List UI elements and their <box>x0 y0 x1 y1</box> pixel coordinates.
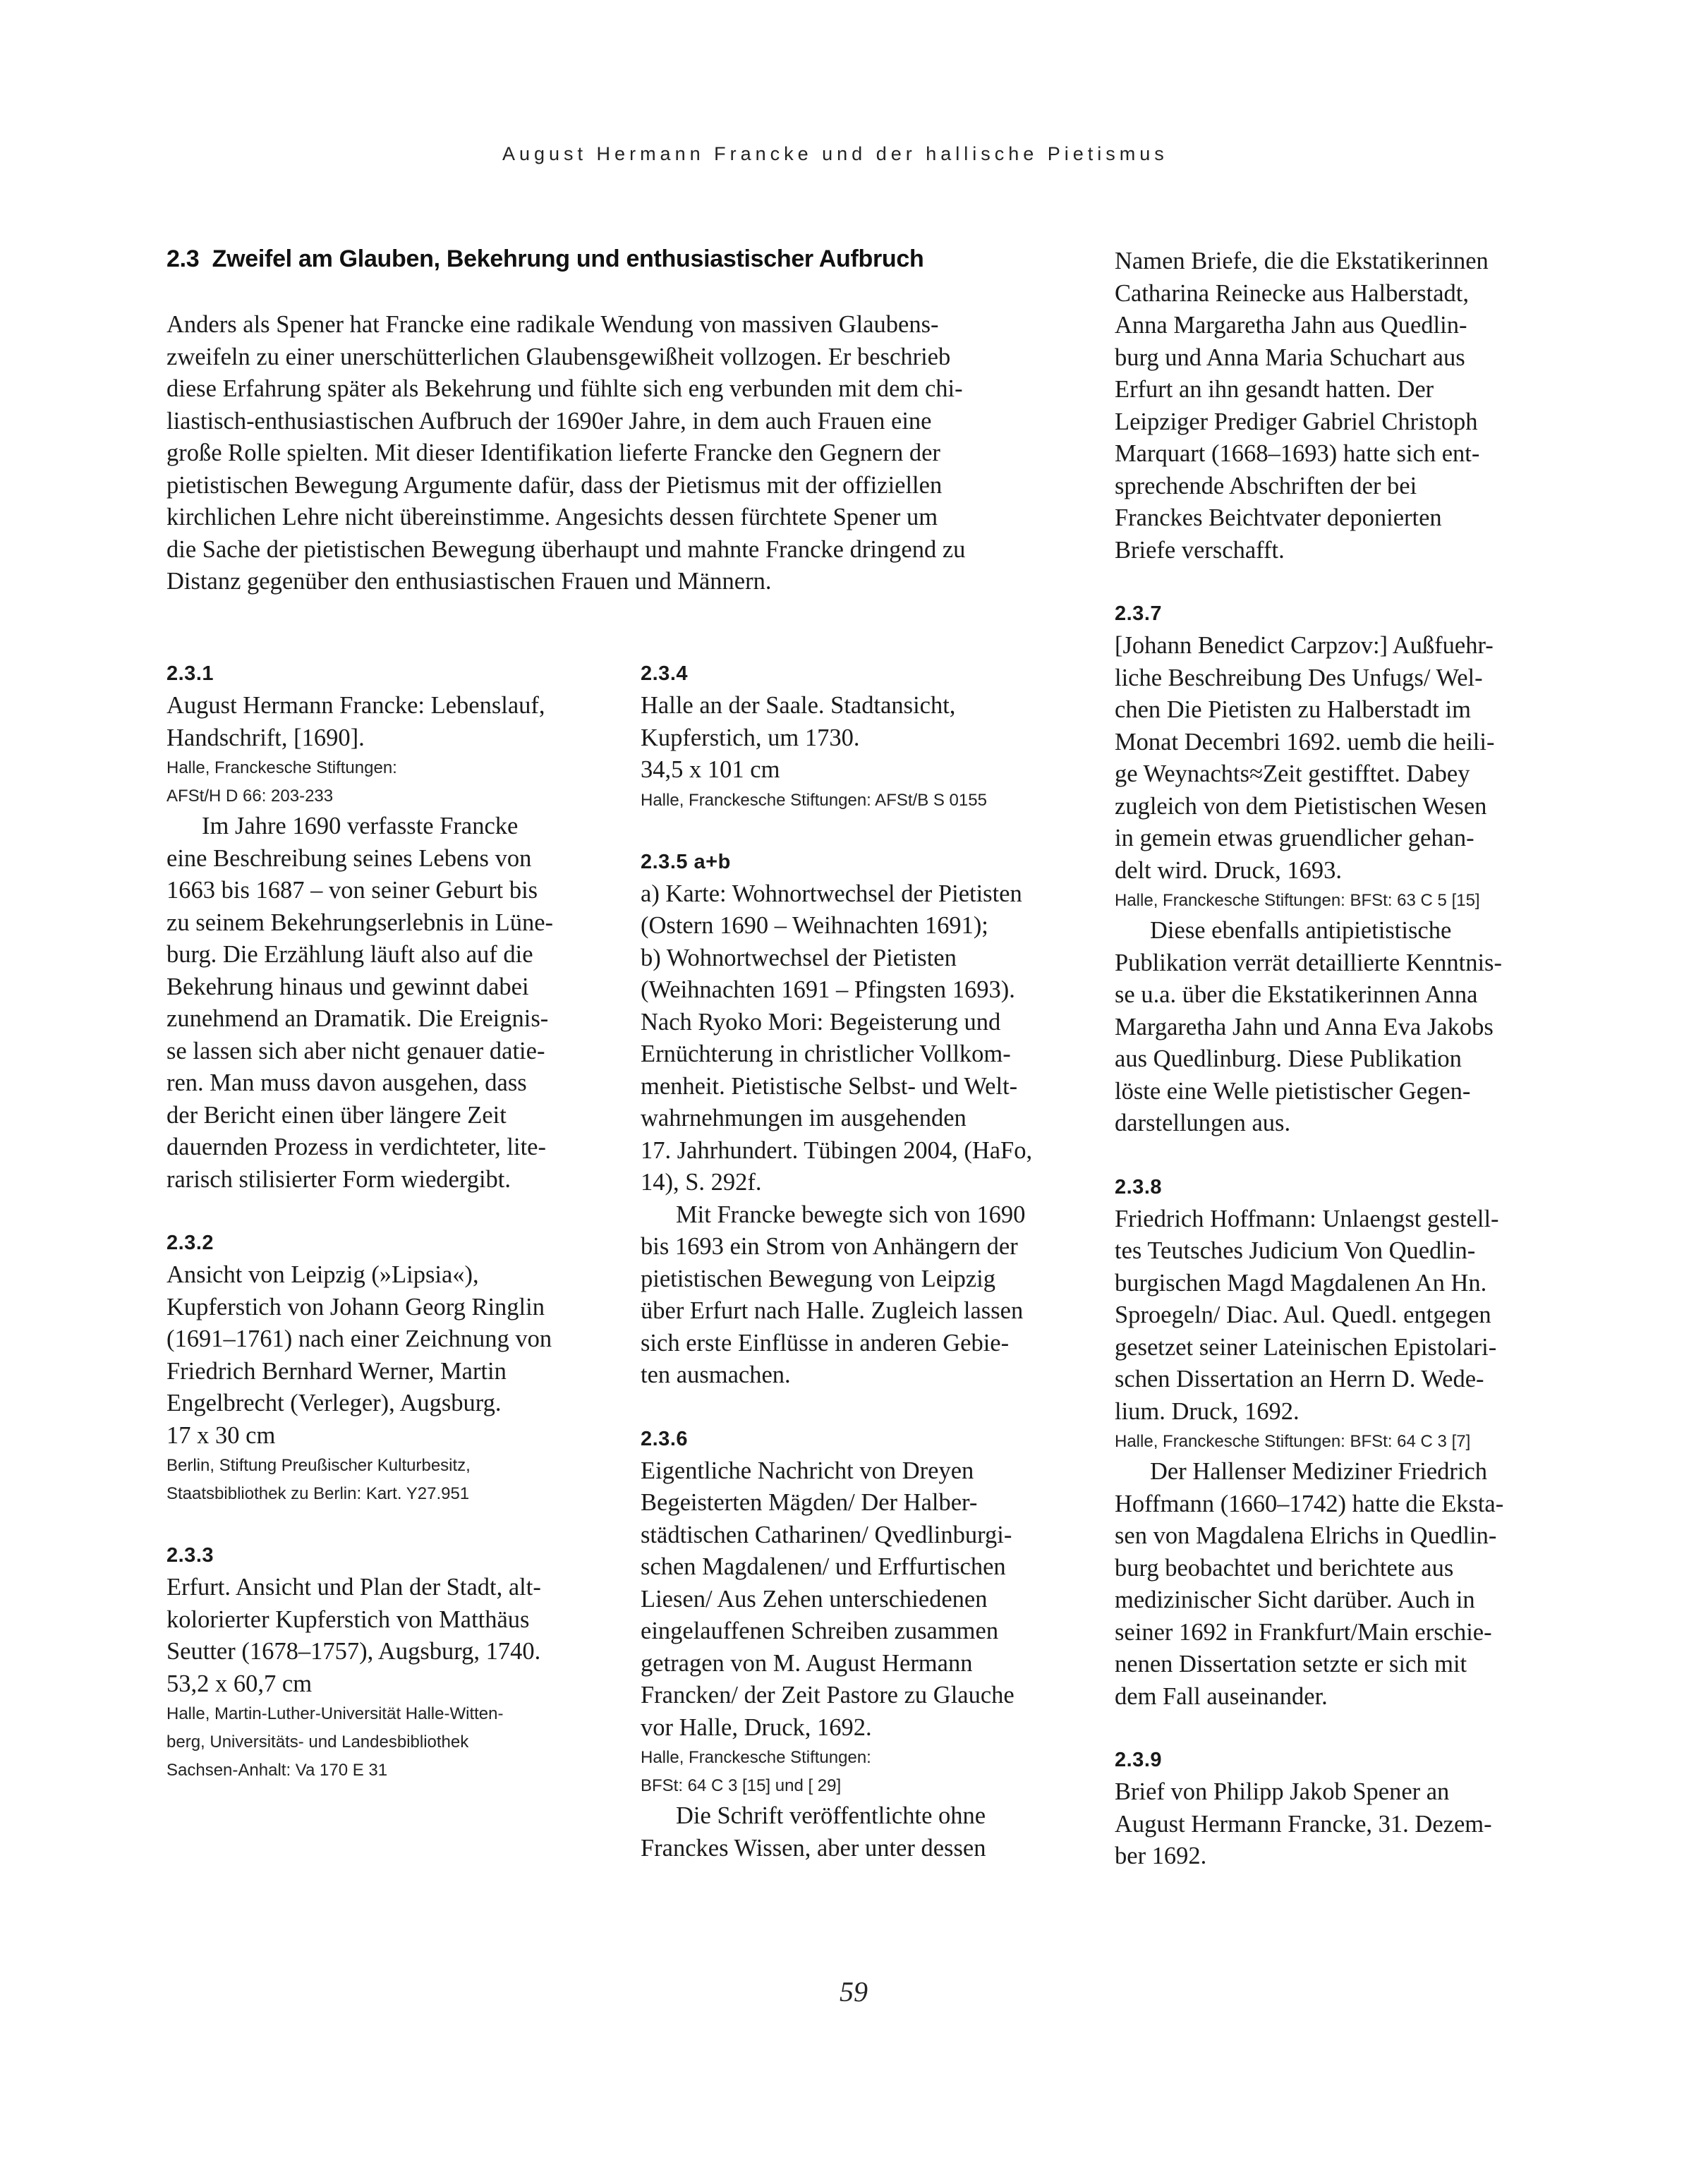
entry-title-line: tes Teutsches Judicium Von Quedlin- <box>1115 1237 1476 1264</box>
entry-text-line: eine Beschreibung seines Lebens von <box>166 844 532 872</box>
entry-text-line: pietistischen Bewegung von Leipzig <box>641 1265 996 1292</box>
entry-title-line: August Hermann Francke, 31. Dezem- <box>1115 1810 1492 1838</box>
entry-source-line: Halle, Franckesche Stiftungen: BFSt: 64 C 3 [7] <box>1115 1432 1471 1451</box>
entry-source-line: Sachsen-Anhalt: Va 170 E 31 <box>166 1761 388 1780</box>
entry-title-line: zugleich von dem Pietistischen Wesen <box>1115 792 1487 820</box>
entry-title-line: Ernüchterung in christlicher Vollkom- <box>641 1040 1011 1067</box>
column-middle <box>641 658 1078 1864</box>
entry-title-line: delt wird. Druck, 1693. <box>1115 856 1342 884</box>
entry-text-line: burg. Die Erzählung läuft also auf die <box>166 941 533 968</box>
intro-line: pietistischen Bewegung Argumente dafür, dass der Pietismus mit der offiziellen <box>166 471 943 499</box>
entry-title-line: getragen von M. August Hermann <box>641 1649 973 1677</box>
entry-text-line: Erfurt an ihn gesandt hatten. Der <box>1115 376 1434 403</box>
entry-title-line: schen Magdalenen/ und Erffurtischen <box>641 1553 1006 1580</box>
entry-title-line: schen Dissertation an Herrn D. Wede- <box>1115 1366 1484 1392</box>
entry-title-line: städtischen Catharinen/ Qvedlinburgi- <box>641 1521 1012 1548</box>
entry-title-line: Liesen/ Aus Zehen unterschiedenen <box>641 1585 988 1613</box>
entry-text-line: sich erste Einflüsse in anderen Gebie- <box>641 1329 1010 1356</box>
entry-text-line: ten ausmachen. <box>641 1361 791 1388</box>
entry-text-line: zu seinem Bekehrungserlebnis in Lüne- <box>166 909 554 936</box>
column-right <box>1115 245 1552 1873</box>
section-intro <box>166 309 1059 598</box>
entry-source-line: Halle, Martin-Luther-Universität Halle-Witten- <box>166 1704 504 1723</box>
entry-2-3-5 <box>641 846 1078 1392</box>
entry-title-line: Erfurt. Ansicht und Plan der Stadt, alt- <box>166 1574 541 1601</box>
entry-title-line: (1691–1761) nach einer Zeichnung von <box>166 1325 552 1352</box>
entry-number: 2.3.7 <box>1115 602 1162 625</box>
running-header: August Hermann Francke und der hallische Pietismus <box>502 143 1168 164</box>
entry-title-line: eingelauffenen Schreiben zusammen <box>641 1617 999 1644</box>
entry-title-line: Begeisterten Mägden/ Der Halber- <box>641 1489 978 1516</box>
section-title: Zweifel am Glauben, Bekehrung und enthusiastischer Aufbruch <box>212 245 924 272</box>
intro-line: Distanz gegenüber den enthusiastischen Frauen und Männern. <box>166 568 772 595</box>
intro-line: diese Erfahrung später als Bekehrung und fühlte sich eng verbunden mit dem chi- <box>166 375 963 402</box>
entry-number: 2.3.1 <box>166 662 214 685</box>
entry-title-line: Francken/ der Zeit Pastore zu Glauche <box>641 1682 1014 1708</box>
entry-title-line: 17 x 30 cm <box>166 1421 276 1449</box>
entry-text-line: burg und Anna Maria Schuchart aus <box>1115 344 1465 371</box>
entry-source-line: Staatsbibliothek zu Berlin: Kart. Y27.951 <box>166 1484 470 1503</box>
entry-title-line: wahrnehmungen im ausgehenden <box>641 1105 967 1131</box>
intro-line: große Rolle spielten. Mit dieser Identifikation lieferte Francke den Gegnern der <box>166 439 940 466</box>
entry-text-line: Der Hallenser Mediziner Friedrich <box>1150 1458 1488 1485</box>
entry-2-3-9 <box>1115 1744 1552 1873</box>
entry-text-line: Margaretha Jahn und Anna Eva Jakobs <box>1115 1013 1494 1040</box>
entry-title-line: menheit. Pietistische Selbst- und Welt- <box>641 1072 1018 1100</box>
entry-text-line: dauernden Prozess in verdichteter, lite- <box>166 1134 546 1160</box>
entry-title-line: 34,5 x 101 cm <box>641 756 780 783</box>
entry-number: 2.3.9 <box>1115 1749 1162 1771</box>
entry-2-3-4 <box>641 658 1078 815</box>
entry-source-line: berg, Universitäts- und Landesbibliothek <box>166 1732 469 1752</box>
entry-source-line: BFSt: 64 C 3 [15] und [ 29] <box>641 1776 842 1795</box>
entry-text-line: über Erfurt nach Halle. Zugleich lassen <box>641 1297 1024 1324</box>
entry-title-line: liche Beschreibung Des Unfugs/ Wel- <box>1115 664 1483 691</box>
entry-text-line: Catharina Reinecke aus Halberstadt, <box>1115 279 1469 307</box>
entry-2-3-6 <box>641 1424 1078 1865</box>
entry-title-line: b) Wohnortwechsel der Pietisten <box>641 944 957 971</box>
entry-text-line: Anna Margaretha Jahn aus Quedlin- <box>1115 312 1467 339</box>
entry-title-line: in gemein etwas gruendlicher gehan- <box>1115 825 1474 851</box>
section-number: 2.3 <box>166 245 200 272</box>
entry-title-line: Kupferstich von Johann Georg Ringlin <box>166 1293 545 1321</box>
entry-text-line: Leipziger Prediger Gabriel Christoph <box>1115 408 1478 435</box>
entry-text-line: aus Quedlinburg. Diese Publikation <box>1115 1045 1462 1072</box>
entry-source-line: Halle, Franckesche Stiftungen: AFSt/B S 0155 <box>641 790 987 810</box>
entry-text-line: sen von Magdalena Elrichs in Quedlin- <box>1115 1522 1497 1549</box>
entry-title-line: August Hermann Francke: Lebenslauf, <box>166 692 545 719</box>
entry-text-line: Franckes Beichtvater deponierten <box>1115 504 1442 531</box>
entry-text-line: rarisch stilisierter Form wiedergibt. <box>166 1165 511 1193</box>
entry-title-line: [Johann Benedict Carpzov:] Außfuehr- <box>1115 632 1494 659</box>
entry-text-line: bis 1693 ein Strom von Anhängern der <box>641 1233 1018 1260</box>
entry-text-line: Namen Briefe, die die Ekstatikerinnen <box>1115 248 1489 274</box>
entry-2-3-3 <box>166 1540 604 1785</box>
entry-text-line: medizinischer Sicht darüber. Auch in <box>1115 1586 1475 1613</box>
column-left <box>166 658 604 1785</box>
entry-number: 2.3.2 <box>166 1232 214 1254</box>
entry-title-line: a) Karte: Wohnortwechsel der Pietisten <box>641 880 1022 907</box>
entry-text-line: zunehmend an Dramatik. Die Ereignis- <box>166 1005 549 1032</box>
entry-text-line: 1663 bis 1687 – von seiner Geburt bis <box>166 877 538 904</box>
entry-title-line: 17. Jahrhundert. Tübingen 2004, (HaFo, <box>641 1136 1033 1164</box>
entry-title-line: Nach Ryoko Mori: Begeisterung und <box>641 1008 1001 1036</box>
entry-text-line: Diese ebenfalls antipietistische <box>1150 917 1452 944</box>
entry-source-line: Halle, Franckesche Stiftungen: BFSt: 63 C 5 [15] <box>1115 891 1480 910</box>
entry-title-line: Friedrich Hoffmann: Unlaengst gestell- <box>1115 1205 1499 1232</box>
entry-2-3-2 <box>166 1227 604 1508</box>
intro-line: Anders als Spener hat Francke eine radikale Wendung von massiven Glaubens- <box>166 311 939 338</box>
intro-line: die Sache der pietistischen Bewegung überhaupt und mahnte Francke dringend zu <box>166 535 966 563</box>
entry-title-line: Monat Decembri 1692. uemb die heili- <box>1115 728 1495 755</box>
entry-title-line: Eigentliche Nachricht von Dreyen <box>641 1457 974 1484</box>
intro-line: kirchlichen Lehre nicht übereinstimme. Angesichts dessen fürchtete Spener um <box>166 504 938 530</box>
entry-title-line: ge Weynachts≈Zeit gestifftet. Dabey <box>1115 760 1470 787</box>
entry-text-line: se lassen sich aber nicht genauer datie- <box>166 1037 545 1064</box>
entry-text-line: burg beobachtet und berichtete aus <box>1115 1554 1454 1582</box>
entry-title-line: Sproegeln/ Diac. Aul. Quedl. entgegen <box>1115 1301 1491 1328</box>
entry-text-line: Marquart (1668–1693) hatte sich ent- <box>1115 440 1480 467</box>
entry-title-line: 14), S. 292f. <box>641 1169 762 1196</box>
entry-source-line: Halle, Franckesche Stiftungen: <box>641 1748 871 1767</box>
entry-number: 2.3.5 a+b <box>641 850 731 873</box>
intro-line: zweifeln zu einer unerschütterlichen Glaubensgewißheit vollzogen. Er beschrieb <box>166 343 951 370</box>
page-number: 59 <box>840 1976 868 2008</box>
entry-title-line: Kupferstich, um 1730. <box>641 724 860 751</box>
entry-text-line: der Bericht einen über längere Zeit <box>166 1101 507 1129</box>
entry-text-line: Franckes Wissen, aber unter dessen <box>641 1834 986 1862</box>
entry-title-line: Ansicht von Leipzig (»Lipsia«), <box>166 1261 479 1288</box>
entry-title-line: chen Die Pietisten zu Halberstadt im <box>1115 696 1471 723</box>
entry-title-line: lium. Druck, 1692. <box>1115 1397 1300 1425</box>
entry-number: 2.3.6 <box>641 1427 688 1450</box>
entry-title-line: Seutter (1678–1757), Augsburg, 1740. <box>166 1638 541 1665</box>
entry-number: 2.3.4 <box>641 662 688 685</box>
entry-title-line: kolorierter Kupferstich von Matthäus <box>166 1605 530 1633</box>
entry-2-3-6-continued <box>1115 245 1552 566</box>
entry-title-line: Engelbrecht (Verleger), Augsburg. <box>166 1390 502 1416</box>
entry-text-line: seiner 1692 in Frankfurt/Main erschie- <box>1115 1618 1492 1646</box>
entry-text-line: ren. Man muss davon ausgehen, dass <box>166 1069 527 1096</box>
entry-title-line: Handschrift, [1690]. <box>166 724 365 751</box>
entry-2-3-1 <box>166 658 604 1196</box>
entry-text-line: Im Jahre 1690 verfasste Francke <box>202 813 519 839</box>
entry-2-3-7 <box>1115 598 1552 1140</box>
entry-title-line: Friedrich Bernhard Werner, Martin <box>166 1357 507 1385</box>
entry-text-line: Hoffmann (1660–1742) hatte die Eksta- <box>1115 1490 1504 1517</box>
entry-title-line: (Weihnachten 1691 – Pfingsten 1693). <box>641 976 1015 1003</box>
entry-text-line: Mit Francke bewegte sich von 1690 <box>676 1201 1026 1228</box>
entry-title-line: (Ostern 1690 – Weihnachten 1691); <box>641 912 988 939</box>
entry-text-line: darstellungen aus. <box>1115 1110 1291 1136</box>
entry-text-line: se u.a. über die Ekstatikerinnen Anna <box>1115 981 1478 1008</box>
entry-text-line: dem Fall auseinander. <box>1115 1682 1328 1710</box>
entry-text-line: Die Schrift veröffentlichte ohne <box>676 1802 986 1829</box>
entry-title-line: ber 1692. <box>1115 1843 1207 1869</box>
entry-title-line: Brief von Philipp Jakob Spener an <box>1115 1778 1450 1805</box>
entry-title-line: Halle an der Saale. Stadtansicht, <box>641 692 956 719</box>
intro-line: liastisch-enthusiastischen Aufbruch der 1690er Jahre, in dem auch Frauen eine <box>166 407 932 435</box>
entry-text-line: Publikation verrät detaillierte Kenntnis- <box>1115 949 1502 976</box>
entry-source-line: AFSt/H D 66: 203-233 <box>166 787 334 806</box>
entry-source-line: Berlin, Stiftung Preußischer Kulturbesitz, <box>166 1456 471 1475</box>
entry-source-line: Halle, Franckesche Stiftungen: <box>166 758 397 777</box>
entry-number: 2.3.8 <box>1115 1175 1162 1198</box>
entry-text-line: löste eine Welle pietistischer Gegen- <box>1115 1077 1471 1105</box>
entry-text-line: Bekehrung hinaus und gewinnt dabei <box>166 973 529 1000</box>
entry-text-line: sprechende Abschriften der bei <box>1115 472 1417 499</box>
entry-title-line: 53,2 x 60,7 cm <box>166 1670 313 1697</box>
entry-title-line: vor Halle, Druck, 1692. <box>641 1713 872 1741</box>
entry-number: 2.3.3 <box>166 1544 214 1567</box>
section-heading <box>166 245 923 273</box>
entry-title-line: gesetzet seiner Lateinischen Epistolari- <box>1115 1333 1497 1361</box>
entry-text-line: nenen Dissertation setzte er sich mit <box>1115 1651 1467 1677</box>
entry-2-3-8 <box>1115 1172 1552 1713</box>
entry-title-line: burgischen Magd Magdalenen An Hn. <box>1115 1269 1487 1297</box>
entry-text-line: Briefe verschafft. <box>1115 536 1285 564</box>
